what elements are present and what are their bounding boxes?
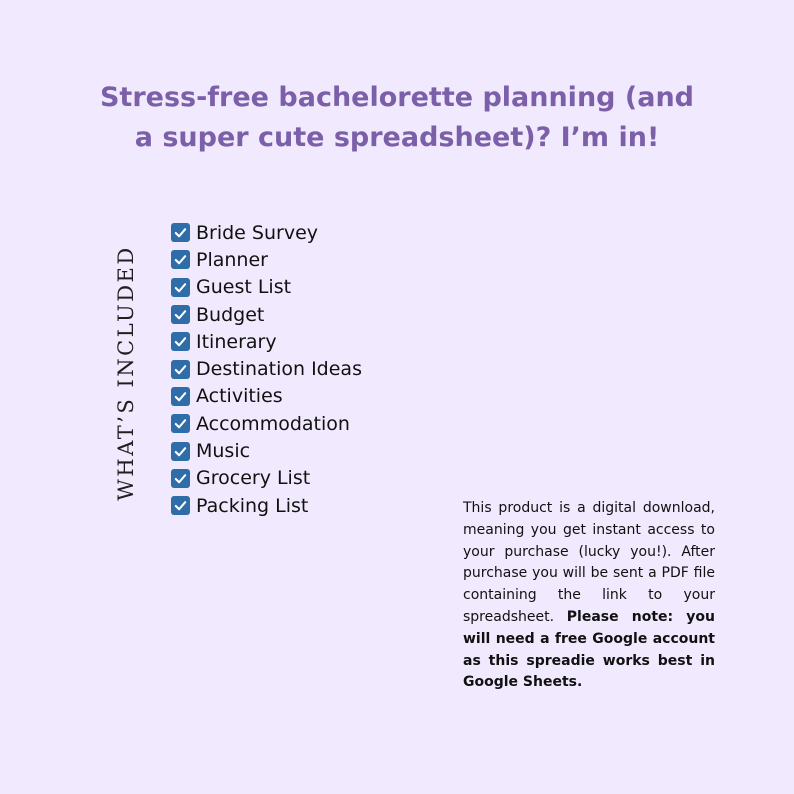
list-item (171, 246, 362, 273)
list-item-label: Itinerary (196, 330, 277, 353)
list-item (171, 301, 362, 328)
checked-box-icon (171, 442, 190, 461)
list-item-label: Packing List (196, 494, 309, 517)
headline-line-1: Stress-free bachelorette planning (and (99, 82, 694, 113)
list-item-label: Accommodation (196, 412, 350, 435)
list-item (171, 219, 362, 246)
checked-box-icon (171, 360, 190, 379)
list-item (171, 437, 362, 464)
list-item-label: Guest List (196, 276, 292, 299)
list-item-label: Budget (196, 303, 265, 326)
checked-box-icon (171, 414, 190, 433)
checked-box-icon (171, 332, 190, 351)
checked-box-icon (171, 223, 190, 242)
included-items-list (171, 219, 362, 519)
list-item-label: Music (196, 440, 251, 463)
description-body: This product is a digital download, meaning you get instant access to your purchase (lucky you!). After purchase you will be sent a PDF file containing the link to your spreadsheet. (463, 500, 715, 625)
list-item (171, 328, 362, 355)
checked-box-icon (171, 305, 190, 324)
list-item-label: Bride Survey (196, 221, 319, 244)
list-item-label: Activities (196, 385, 283, 408)
list-item (171, 383, 362, 410)
checked-box-icon (171, 250, 190, 269)
list-item (171, 274, 362, 301)
list-item (171, 465, 362, 492)
whats-included-label: WHAT’S INCLUDED (114, 245, 138, 501)
checked-box-icon (171, 387, 190, 406)
product-description (463, 498, 715, 694)
headline (40, 78, 754, 158)
checked-box-icon (171, 278, 190, 297)
list-item-label: Grocery List (196, 467, 311, 490)
list-item-label: Planner (196, 248, 268, 271)
checked-box-icon (171, 469, 190, 488)
list-item (171, 492, 362, 519)
checked-box-icon (171, 496, 190, 515)
list-item-label: Destination Ideas (196, 358, 362, 381)
headline-line-2: a super cute spreadsheet)? I’m in! (134, 122, 660, 153)
description-note: Please note: you will need a free Google account as this spreadie works best in Google Sheets. (463, 608, 715, 691)
list-item (171, 410, 362, 437)
list-item (171, 355, 362, 382)
